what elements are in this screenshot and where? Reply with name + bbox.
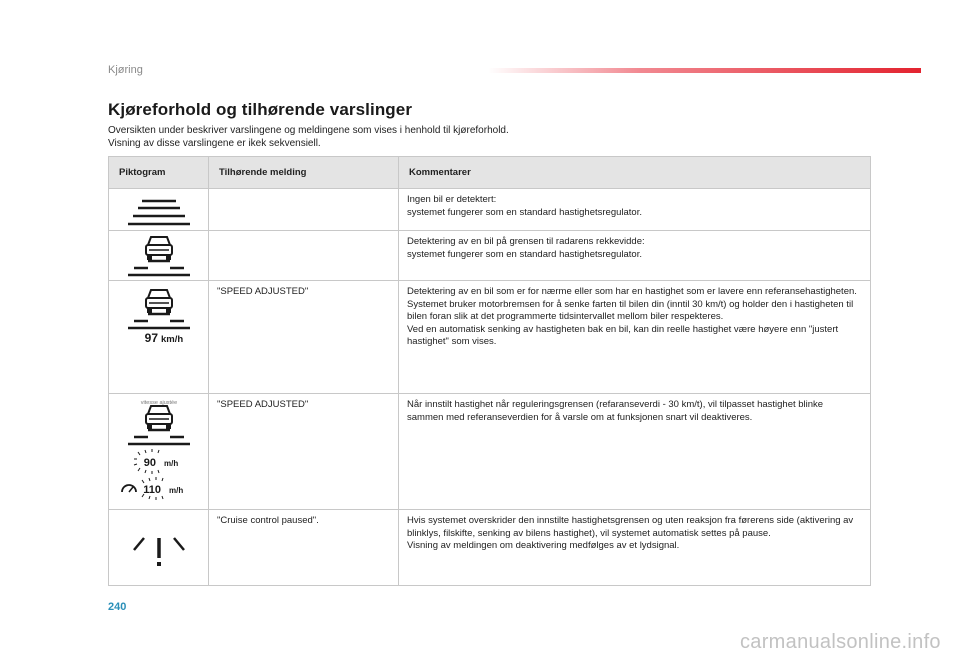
comment-cell xyxy=(399,394,871,510)
speed-unit: m/h xyxy=(168,486,183,495)
car-ahead-icon xyxy=(114,231,204,279)
pictogram-cell xyxy=(109,281,209,394)
warnings-table xyxy=(108,156,871,586)
table-row xyxy=(109,394,871,510)
intro-line: Oversikten under beskriver varslingene og meldingene som vises i henhold til kjøreforhold. xyxy=(108,125,509,136)
warning-exclamation-icon xyxy=(114,514,204,576)
message-cell xyxy=(209,231,399,281)
message-cell xyxy=(209,189,399,231)
comment-line: Visning av meldingen om deaktivering medfølges av et lydsignal. xyxy=(407,540,680,552)
table-row xyxy=(109,281,871,394)
message-cell: "Cruise control paused". xyxy=(209,510,399,586)
table-row xyxy=(109,510,871,586)
comment-line: systemet fungerer som en standard hastighetsregulator. xyxy=(407,206,642,218)
pictogram-cell xyxy=(109,231,209,281)
pictogram-cell xyxy=(109,510,209,586)
comment-line: Detektering av en bil som er for nærme eller som har en hastighet som er lavere enn referansehastigheten. xyxy=(407,286,857,297)
page-number: 240 xyxy=(108,601,127,613)
watermark: carmanualsonline.info xyxy=(740,631,941,653)
section-label: Kjøring xyxy=(108,64,143,76)
intro-line: Visning av disse varslingene er ikek sekvensiell. xyxy=(108,137,321,149)
column-header-comments: Kommentarer xyxy=(399,157,871,189)
message-cell: "SPEED ADJUSTED" xyxy=(209,281,399,394)
adjusted-caption: vitesse ajustée xyxy=(140,400,177,406)
speed-value: 97 xyxy=(144,331,158,345)
column-header-pictogram: Piktogram xyxy=(109,157,209,189)
message-cell: "SPEED ADJUSTED" xyxy=(209,394,399,510)
comment-cell xyxy=(399,189,871,231)
speed-unit: km/h xyxy=(160,334,183,345)
car-ahead-speed-icon xyxy=(114,284,204,346)
header-accent-bar xyxy=(488,68,921,73)
column-header-message: Tilhørende melding xyxy=(209,157,399,189)
comment-line: Systemet bruker motorbremsen for å senke farten til bilen din (inntil 30 km/t) og holder den i hastigheten til bilen foran slik at det programmerte tidsintervallet mellom biler respekteres. xyxy=(407,298,854,323)
table-row xyxy=(109,189,871,231)
comment-line: Ingen bil er detektert: xyxy=(407,194,497,205)
speed-adjusted-blinking-icon xyxy=(112,396,206,502)
comment-line: Ved en automatisk senking av hastigheten bak en bil, kan din reelle hastighet være høyere enn "justert hastighet" som vises. xyxy=(407,323,839,348)
reference-speed-value: 110 xyxy=(142,484,161,496)
adjusted-speed-value: 90 xyxy=(143,457,156,469)
comment-cell xyxy=(399,231,871,281)
intro-text xyxy=(108,125,509,150)
comment-line: systemet fungerer som en standard hastighetsregulator. xyxy=(407,248,642,260)
page-title: Kjøreforhold og tilhørende varslinger xyxy=(108,100,413,119)
comment-cell xyxy=(399,281,871,394)
pictogram-cell xyxy=(109,394,209,510)
table-header-row xyxy=(109,157,871,189)
comment-cell xyxy=(399,510,871,586)
comment-line: Detektering av en bil på grensen til radarens rekkevidde: xyxy=(407,236,645,247)
speed-unit: m/h xyxy=(163,459,178,468)
table-row xyxy=(109,231,871,281)
comment-line: Når innstilt hastighet når reguleringsgrensen (refaranseverdi - 30 km/t), vil tilpasset hastighet blinke sammen med referanseverdien for å varsle om at funksjonen snart vil deaktiveres. xyxy=(407,399,824,423)
empty-road-icon xyxy=(114,189,204,229)
pictogram-cell xyxy=(109,189,209,231)
comment-line: Hvis systemet overskrider den innstilte hastighetsgrensen og uten reaksjon fra førerens side (aktivering av blinklys, filskifte, senking av bilens hastighet), vil systemet automatisk settes på pause. xyxy=(407,515,854,539)
